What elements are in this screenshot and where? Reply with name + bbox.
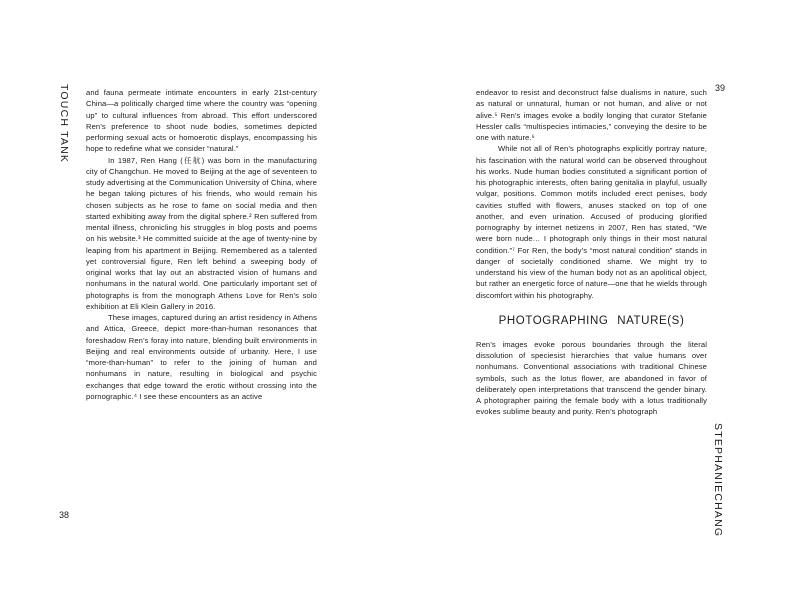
paragraph: In 1987, Ren Hang (任航) was born in the manufacturing city of Changchun. He moved to Beijing at the age of seventeen to study advertising at the Communication University of China, where he began taking pictures of his friends, who would remain his chosen subjects as he rose to fame on social media and then started exhibiting away from the digital sphere.² Ren suffered from mental illness, chronicling his struggles in blog posts and poems on his website.³ He committed suicide at the age of twenty-nine by leaping from his apartment in Beijing. Remembered as a talented yet controversial figure, Ren left behind a sweeping body of original works that lay out an abstracted vision of humans and nonhumans in the natural world. One particularly important set of photographs is from the monograph Athens Love for Ren’s solo exhibition at Eli Klein Gallery in 2016. <box>86 155 317 311</box>
page-number-right: 39 <box>715 83 726 93</box>
page-number-left: 38 <box>59 510 70 520</box>
paragraph: endeavor to resist and deconstruct false dualisms in nature, such as natural or unnatural, human or not human, and alive or not alive.⁵ Ren’s images evoke a bodily longing that curator Stefanie Hessler calls “multispecies intimacies,” conveying the desire to be one with nature.⁶ <box>476 88 707 142</box>
paragraph: While not all of Ren’s photographs explicitly portray nature, his fascination with the natural world can be observed throughout his works. Nude human bodies constituted a significant portion of his photographic interests, often baring genitalia in playful, usually vulgar, positions. Common motifs included erect penises, body cavities stuffed with flowers, anuses stacked on top of one another, and even urination. Accused of producing glorified pornography by internet netizens in 2007, Ren has stated, “We were born nude… I photograph only things in their most natural condition.”⁷ For Ren, the body’s “most natural condition” stands in danger of societally conditioned shame. We might try to understand his view of the human body not as an apolitical object, but rather an energetic force of nature—one that he wields through discomfort within his photography. <box>476 144 707 300</box>
paragraph: and fauna permeate intimate encounters in early 21st-century China—a politically charged time where the country was “opening up” to cultural influences from abroad. This effort underscored Ren’s preference to shoot nude bodies, sometimes depicted performing sexual acts or homoerotic displays, encompassing his hope to redefine what we consider “natural.” <box>86 88 317 154</box>
paragraph: These images, captured during an artist residency in Athens and Attica, Greece, depict more-than-human resonances that foreshadow Ren’s foray into nature, blending built environments in Beijing and real environments outside of urbanity. Here, I use “more-than-human” to refer to the joining of human and nonhumans in nature, resulting in biological and psychic exchanges that edge toward the erotic without crossing into the pornographic.⁴ I see these encounters as an active <box>86 313 317 401</box>
section-heading: PHOTOGRAPHING NATURE(S) <box>498 314 685 327</box>
left-text-column <box>86 87 317 402</box>
running-head-right: STEPHANIECHANG <box>712 423 724 538</box>
paragraph: Ren’s images evoke porous boundaries through the literal dissolution of speciesist hierarchies that value humans over nonhumans. Conventional associations with traditional Chinese symbols, such as the lotus flower, are abandoned in favor of deliberately open interpretations that transcend the gender binary. A photographer pairing the female body with a lotus traditionally evokes sublime beauty and purity. Ren’s photograph <box>476 339 707 417</box>
running-head-left: TOUCH TANK <box>58 84 70 164</box>
right-text-column <box>476 87 707 418</box>
